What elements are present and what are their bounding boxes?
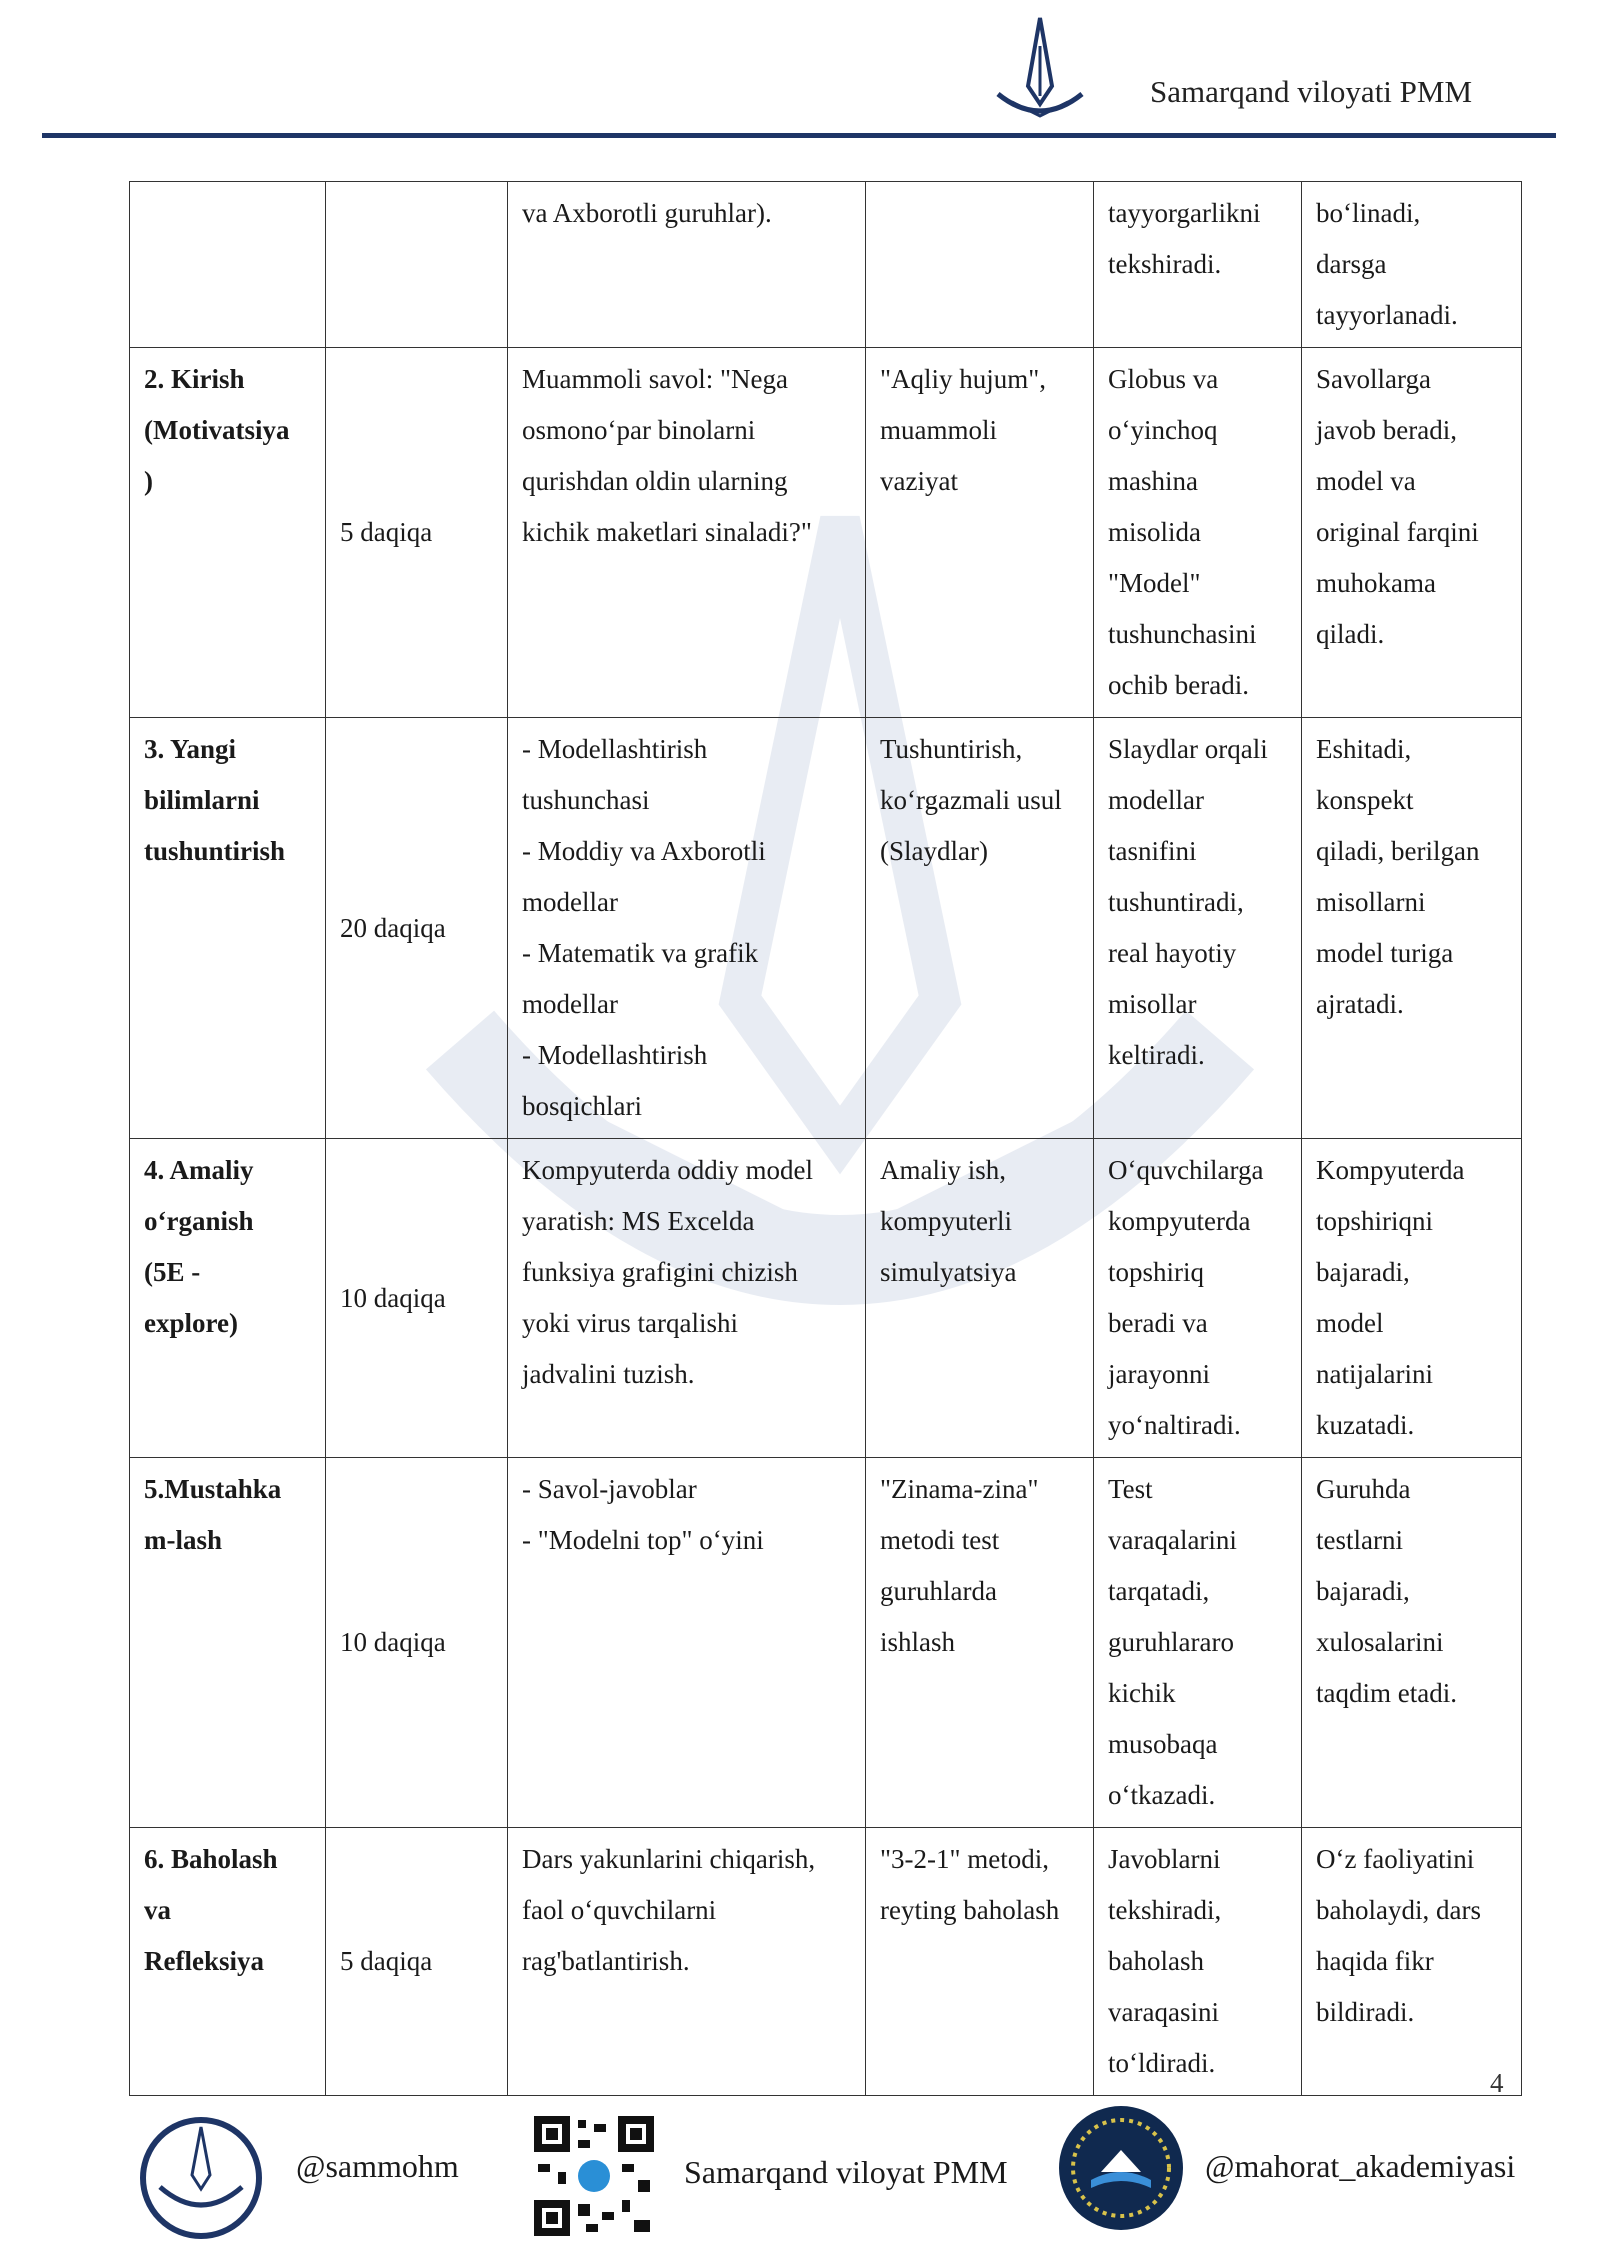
cell-line: o‘yinchoq [1108,415,1218,445]
cell-line: yaratish: MS Excelda [522,1206,755,1236]
stage-cell [130,718,326,1139]
cell-line: kompyuterli [880,1206,1012,1236]
cell-line: natijalarini [1316,1359,1433,1389]
cell-line: topshiriqni [1316,1206,1434,1236]
student-activity-cell [1302,718,1522,1139]
content-cell [508,1139,866,1458]
cell-line: bo‘linadi, [1316,198,1421,228]
cell-line: misollarni [1316,887,1426,917]
teacher-activity-cell [1094,348,1302,718]
cell-line: varaqalarini [1108,1525,1237,1555]
cell-line: ishlash [880,1627,956,1657]
cell-line: tayyorgarlikni [1108,198,1261,228]
cell-line: 2. Kirish [144,364,245,394]
cell-line: bildiradi. [1316,1997,1415,2027]
cell-line: Eshitadi, [1316,734,1412,764]
duration-cell: 20 daqiqa [326,718,508,1139]
cell-line: baholash [1108,1946,1204,1976]
cell-line: (Slaydlar) [880,836,988,866]
cell-line: va [144,1895,171,1925]
cell-line: real hayotiy [1108,938,1237,968]
cell-line: explore) [144,1308,238,1338]
cell-line: - Modellashtirish [522,1040,708,1070]
cell-line: ko‘rgazmali usul [880,785,1062,815]
cell-line: (Motivatsiya [144,415,290,445]
cell-line: tayyorlanadi. [1316,300,1458,330]
cell-line: muammoli [880,415,997,445]
cell-line: "Model" [1108,568,1201,598]
cell-line: Amaliy ish, [880,1155,1006,1185]
method-cell [866,348,1094,718]
cell-line: Tushuntirish, [880,734,1023,764]
cell-line: 3. Yangi [144,734,237,764]
method-cell [866,1828,1094,2096]
cell-line: tekshiradi. [1108,249,1222,279]
cell-line: 5.Mustahka [144,1474,282,1504]
cell-line: Muammoli savol: "Nega [522,364,788,394]
cell-line: metodi test [880,1525,1000,1555]
header-title: Samarqand viloyati PMM [1150,74,1473,109]
cell-line: guruhlararo [1108,1627,1234,1657]
cell-line: yoki virus tarqalishi [522,1308,738,1338]
cell-line: bosqichlari [522,1091,642,1121]
cell-line: bajaradi, [1316,1257,1410,1287]
stage-cell [130,182,326,348]
cell-line: Javoblarni [1108,1844,1221,1874]
student-activity-cell [1302,1458,1522,1828]
cell-line: testlarni [1316,1525,1403,1555]
cell-line: musobaqa [1108,1729,1218,1759]
cell-line: to‘ldiradi. [1108,2048,1216,2078]
cell-line: qiladi. [1316,619,1385,649]
cell-line: (5E - [144,1257,201,1287]
cell-line: "Zinama-zina" [880,1474,1039,1504]
cell-line: jarayonni [1108,1359,1210,1389]
cell-line: funksiya grafigini chizish [522,1257,798,1287]
cell-line: - Savol-javoblar [522,1474,697,1504]
cell-line: vaziyat [880,466,958,496]
cell-line: modellar [1108,785,1204,815]
cell-line: va Axborotli guruhlar). [522,198,772,228]
cell-line: tushuntirish [144,836,286,866]
cell-line: tarqatadi, [1108,1576,1210,1606]
page-number: 4 [1490,2068,1504,2098]
cell-line: "Aqliy hujum", [880,364,1047,394]
cell-line: bilimlarni [144,785,260,815]
student-activity-cell [1302,1139,1522,1458]
cell-line: ajratadi. [1316,989,1404,1019]
teacher-activity-cell [1094,1458,1302,1828]
cell-line: o‘rganish [144,1206,254,1236]
cell-line: - "Modelni top" o‘yini [522,1525,764,1555]
cell-line: 6. Baholash [144,1844,278,1874]
cell-line: qiladi, berilgan [1316,836,1480,866]
cell-line: muhokama [1316,568,1436,598]
duration-cell: 5 daqiqa [326,348,508,718]
method-cell [866,1458,1094,1828]
teacher-activity-cell [1094,1139,1302,1458]
duration-cell: 10 daqiqa [326,1139,508,1458]
cell-line: modellar [522,887,618,917]
cell-line: O‘z faoliyatini [1316,1844,1475,1874]
stage-cell [130,1139,326,1458]
cell-line: tekshiradi, [1108,1895,1222,1925]
mahorat-akademiyasi-logo-icon [1055,2102,1187,2234]
stage-cell [130,348,326,718]
cell-line: tushunchasi [522,785,650,815]
cell-line: - Moddiy va Axborotli [522,836,766,866]
cell-line: javob beradi, [1316,415,1457,445]
cell-line: haqida fikr [1316,1946,1434,1976]
cell-line: Kompyuterda oddiy model [522,1155,813,1185]
method-cell [866,182,1094,348]
cell-line: qurishdan oldin ularning [522,466,788,496]
cell-line: Savollarga [1316,364,1431,394]
cell-line: jadvalini tuzish. [522,1359,695,1389]
cell-line: model va [1316,466,1416,496]
cell-line: o‘tkazadi. [1108,1780,1216,1810]
cell-line: kuzatadi. [1316,1410,1415,1440]
cell-line: beradi va [1108,1308,1208,1338]
header-divider [42,133,1556,138]
cell-line: kompyuterda [1108,1206,1251,1236]
cell-line: - Matematik va grafik [522,938,759,968]
cell-line: faol o‘quvchilarni [522,1895,717,1925]
cell-line: tasnifini [1108,836,1197,866]
teacher-activity-cell [1094,182,1302,348]
table-row [130,1139,1522,1458]
cell-line: Test [1108,1474,1153,1504]
qr-code-icon [530,2112,658,2240]
cell-line: keltiradi. [1108,1040,1205,1070]
cell-line: Dars yakunlarini chiqarish, [522,1844,816,1874]
cell-line: konspekt [1316,785,1414,815]
page-header [0,0,1600,140]
cell-line: xulosalarini [1316,1627,1444,1657]
cell-line: misollar [1108,989,1197,1019]
pen-nib-logo-icon [990,16,1090,132]
cell-line: Globus va [1108,364,1219,394]
cell-line: Kompyuterda [1316,1155,1465,1185]
duration-cell: 10 daqiqa [326,1458,508,1828]
stage-cell [130,1828,326,2096]
cell-line: kichik [1108,1678,1176,1708]
cell-line: taqdim etadi. [1316,1678,1457,1708]
table-body [130,182,1522,2096]
table-row [130,1458,1522,1828]
content-cell [508,182,866,348]
student-activity-cell [1302,1828,1522,2096]
content-cell [508,348,866,718]
cell-line: bajaradi, [1316,1576,1410,1606]
lesson-plan-table [129,181,1522,2096]
page-footer [0,2090,1600,2262]
cell-line: simulyatsiya [880,1257,1017,1287]
cell-line: ) [144,466,153,496]
method-cell [866,1139,1094,1458]
cell-line: O‘quvchilarga [1108,1155,1264,1185]
cell-line: Slaydlar orqali [1108,734,1268,764]
cell-line: - Modellashtirish [522,734,708,764]
teacher-activity-cell [1094,718,1302,1139]
samarqand-pmm-logo-icon [138,2115,264,2241]
cell-line: 4. Amaliy [144,1155,254,1185]
table-row [130,718,1522,1139]
cell-line: rag'batlantirish. [522,1946,690,1976]
cell-line: misolida [1108,517,1201,547]
cell-line: baholaydi, dars [1316,1895,1481,1925]
cell-line: original farqini [1316,517,1479,547]
cell-line: tushunchasini [1108,619,1257,649]
cell-line: varaqasini [1108,1997,1219,2027]
cell-line: darsga [1316,249,1387,279]
table-row [130,348,1522,718]
cell-line: mashina [1108,466,1198,496]
cell-line: m-lash [144,1525,223,1555]
content-cell [508,1828,866,2096]
cell-line: Guruhda [1316,1474,1411,1504]
cell-line: model [1316,1308,1384,1338]
stage-cell [130,1458,326,1828]
cell-line: reyting baholash [880,1895,1060,1925]
student-activity-cell [1302,182,1522,348]
cell-line: yo‘naltiradi. [1108,1410,1241,1440]
cell-line: topshiriq [1108,1257,1205,1287]
footer-handle-left: @sammohm [296,2148,459,2184]
cell-line: guruhlarda [880,1576,997,1606]
teacher-activity-cell [1094,1828,1302,2096]
cell-line: kichik maketlari sinaladi?" [522,517,812,547]
table-row [130,1828,1522,2096]
cell-line: tushuntiradi, [1108,887,1244,917]
cell-line: modellar [522,989,618,1019]
cell-line: "3-2-1" metodi, [880,1844,1050,1874]
duration-cell: 5 daqiqa [326,1828,508,2096]
cell-line: ochib beradi. [1108,670,1249,700]
cell-line: Refleksiya [144,1946,264,1976]
cell-line: osmono‘par binolarni [522,415,756,445]
method-cell [866,718,1094,1139]
content-cell [508,1458,866,1828]
student-activity-cell [1302,348,1522,718]
content-cell [508,718,866,1139]
table-row [130,182,1522,348]
cell-line: model turiga [1316,938,1454,968]
footer-center-text: Samarqand viloyat PMM [684,2154,1008,2190]
duration-cell [326,182,508,348]
footer-handle-right: @mahorat_akademiyasi [1205,2148,1516,2184]
